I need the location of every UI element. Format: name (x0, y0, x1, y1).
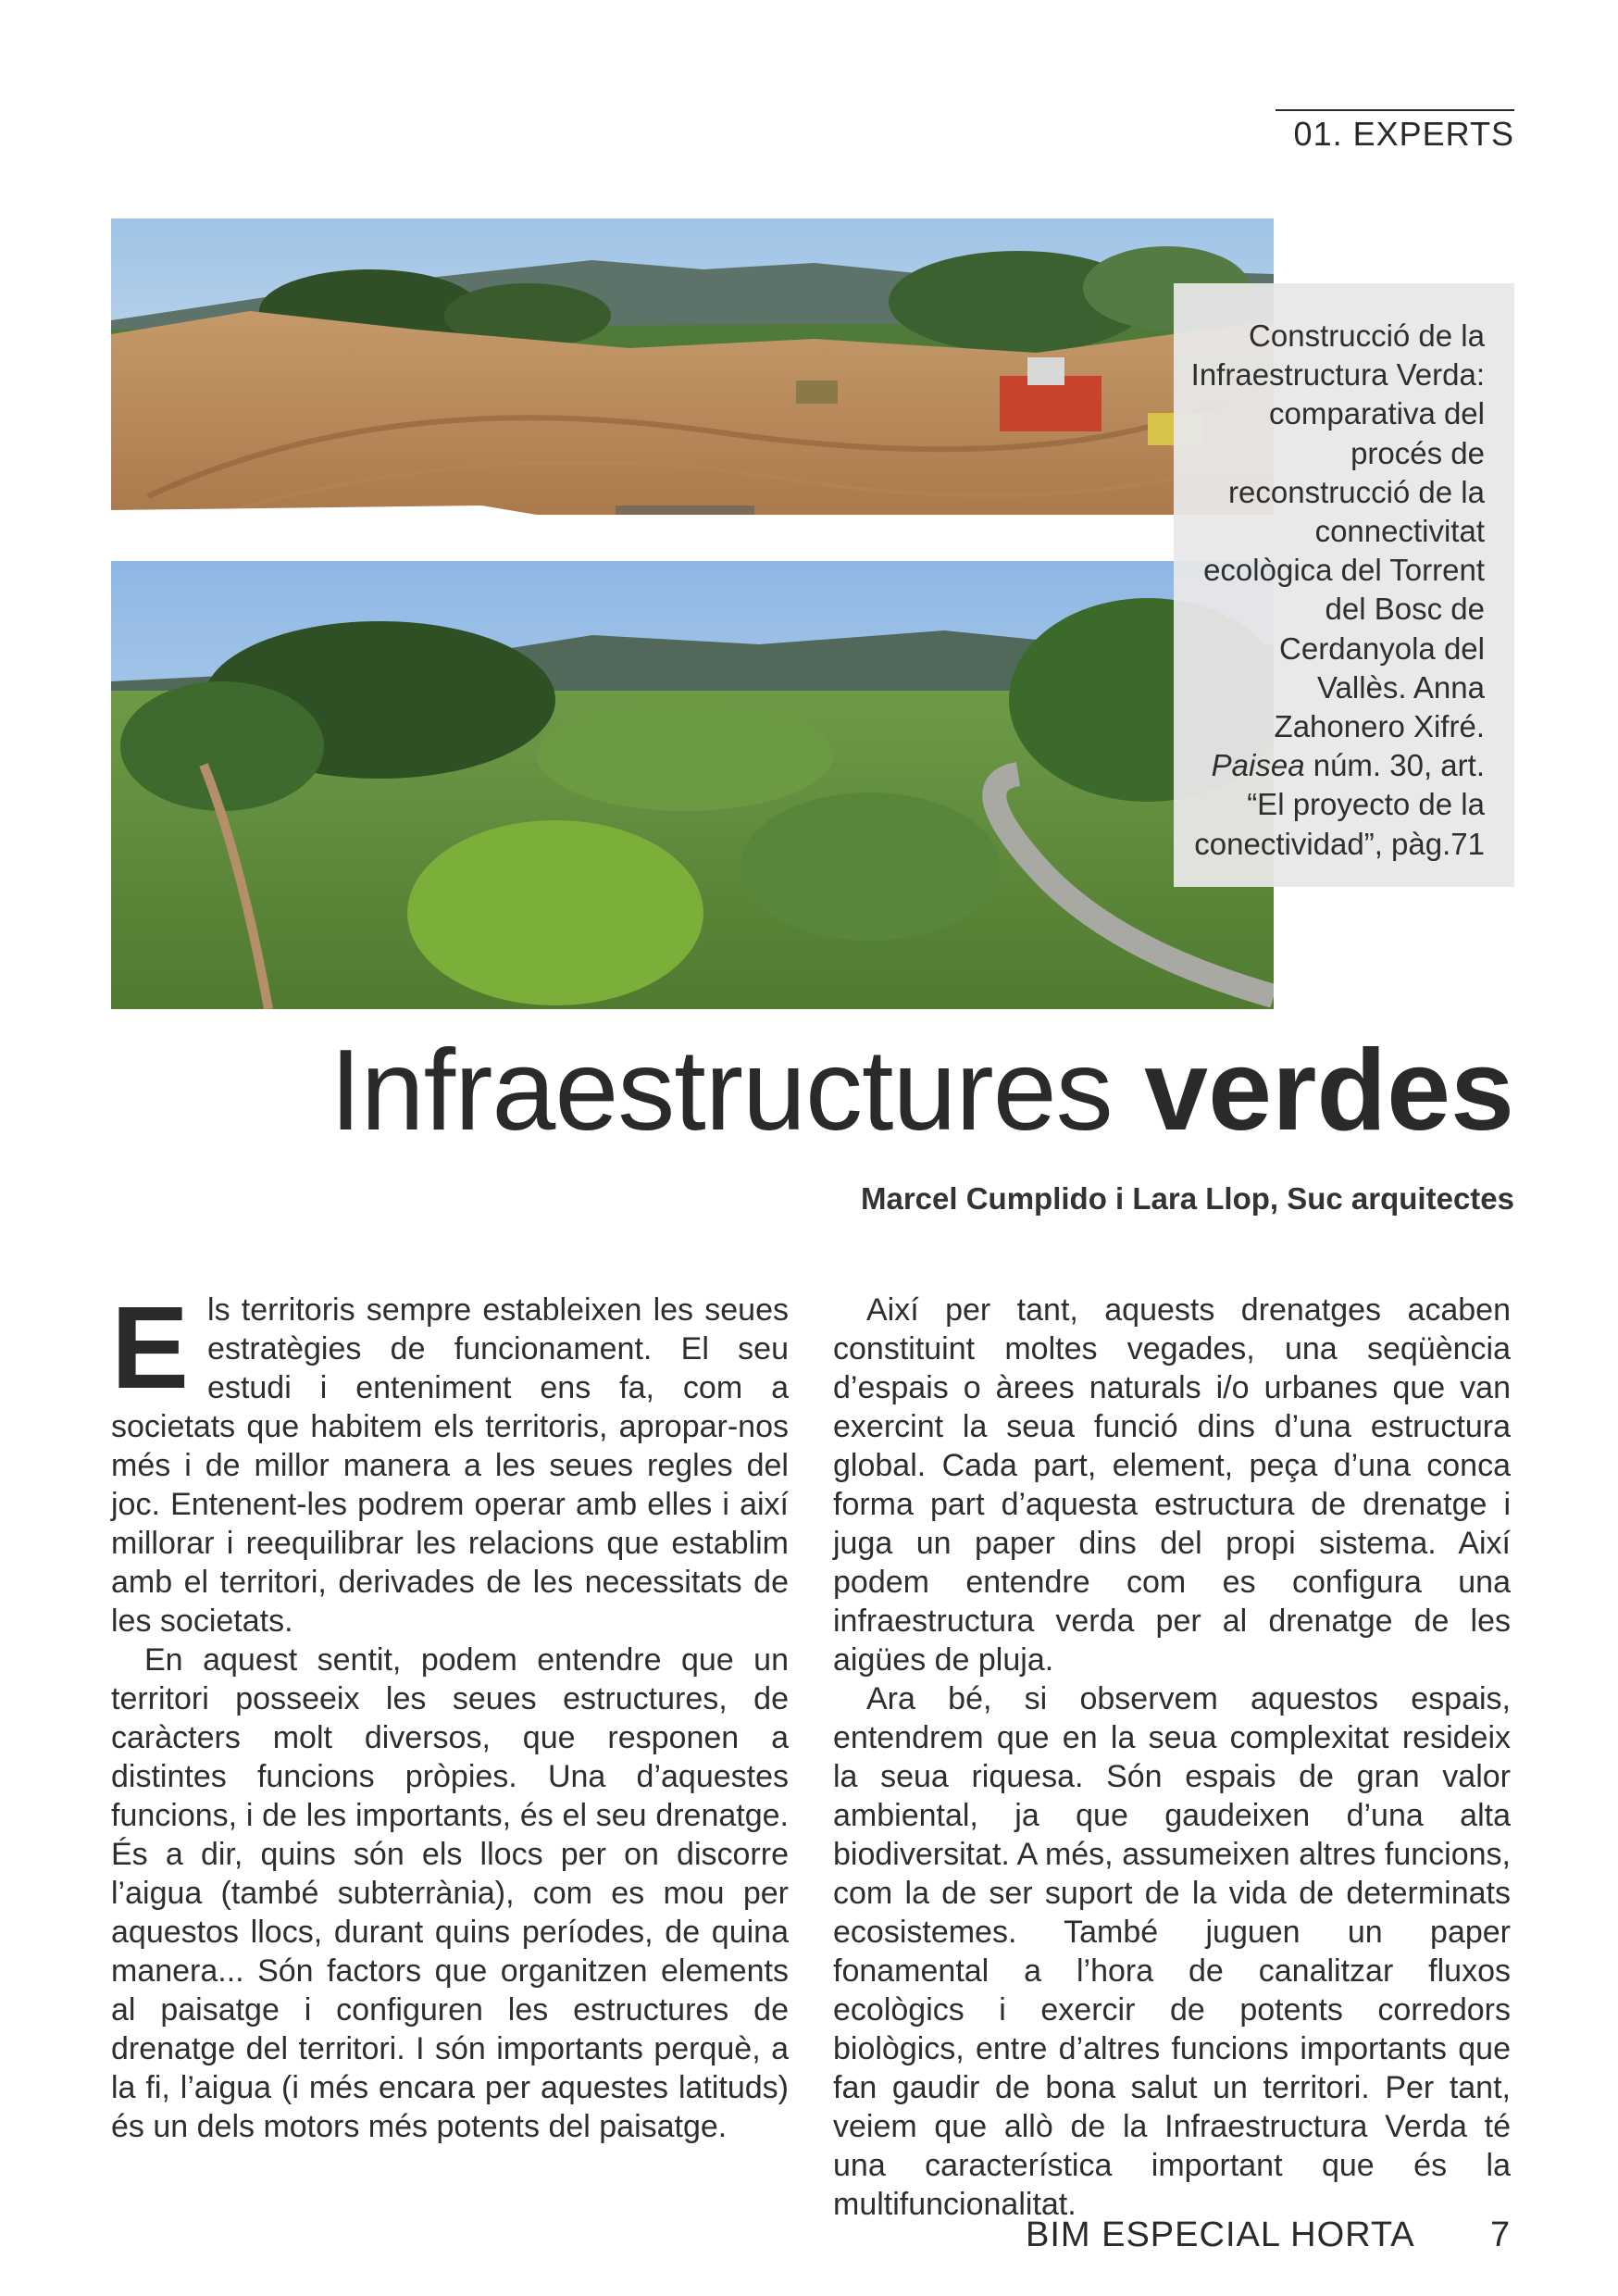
paragraph-1 (111, 1282, 789, 1641)
text-column-right (833, 1291, 1511, 2224)
photo-caption (1174, 283, 1514, 887)
section-rule (1276, 109, 1514, 111)
byline: Marcel Cumplido i Lara Llop, Suc arquitectes (861, 1181, 1514, 1216)
caption-reference: núm. 30, art. “El proyecto de la conectividad”, pàg.71 (1194, 748, 1485, 861)
text-column-left (111, 1282, 789, 2146)
paragraph-4: Ara bé, si observem aquestos espais, entendrem que en la seua complexitat resideix la seua riquesa. Són espais de gran valor ambiental, ja que gaudeixen d’una alta biodiversitat. A més, assumeixen altres funcions, com la de ser suport de la vida de determinats ecosistemes. També juguen un paper fonamental a l’hora de canalitzar fluxos ecològics i exercir de potents corredors biològics, entre d’altres funcions importants que fan gaudir de bona salut un territori. Per tant, veiem que allò de la Infraestructura Verda té una característica important que és la multifuncionalitat. (833, 1681, 1511, 2222)
section-label: 01. EXPERTS (1293, 115, 1514, 153)
drop-cap: E (111, 1282, 190, 1413)
article-title (330, 1026, 1514, 1155)
paragraph-2: En aquest sentit, podem entendre que un territori posseeix les seues estructures, de caràcters molt diversos, que responen a distintes funcions pròpies. Una d’aquestes funcions, i de les importants, és el seu drenatge. És a dir, quins són els llocs per on discorre l’aigua (també subterrània), com es mou per aquestos llocs, durant quins períodes, de quina manera... Són factors que organitzen elements al paisatge i configuren les estructures de drenatge del territori. I són importants perquè, a la fi, l’aigua (i més encara per aquestes latituds) és un dels motors més potents del paisatge. (111, 1642, 789, 2144)
title-bold: verdes (1144, 1027, 1514, 1154)
paragraph-1-text: ls territoris sempre estableixen les seues estratègies de funcionament. El seu estudi i enteniment ens fa, com a societats que habitem els territoris, apropar-nos més i de millor manera a les seues regles del joc. Entenent-les podrem operar amb elles i així millorar i reequilibrar les relacions que establim amb el territori, derivades de les necessitats de les societats. (111, 1292, 789, 1639)
caption-journal: Paisea (1211, 748, 1305, 783)
title-light: Infraestructures (330, 1027, 1113, 1154)
photo-restored-corridor (111, 561, 1274, 1009)
page-number: 7 (1490, 2215, 1511, 2254)
photo-construction (111, 218, 1274, 543)
paragraph-3: Així per tant, aquests drenatges acaben constituint moltes vegades, una seqüència d’espais o àrees naturals i/o urbanes que van exercint la seua funció dins d’una estructura global. Cada part, element, peça d’una conca forma part d’aquesta estructura de drenatge i juga un paper dins del propi sistema. Així podem entendre com es configura una infraestructura verda per al drenatge de les aigües de pluja. (833, 1292, 1511, 1678)
footer-publication: BIM ESPECIAL HORTA (1026, 2215, 1415, 2254)
caption-body: Construcció de la Infraestructura Verda: comparativa del procés de reconstrucció de la connectivitat ecològica del Torrent del Bosc de Cerdanyola del Vallès. Anna Zahonero Xifré. (1190, 318, 1485, 744)
caption-text (1190, 317, 1485, 864)
